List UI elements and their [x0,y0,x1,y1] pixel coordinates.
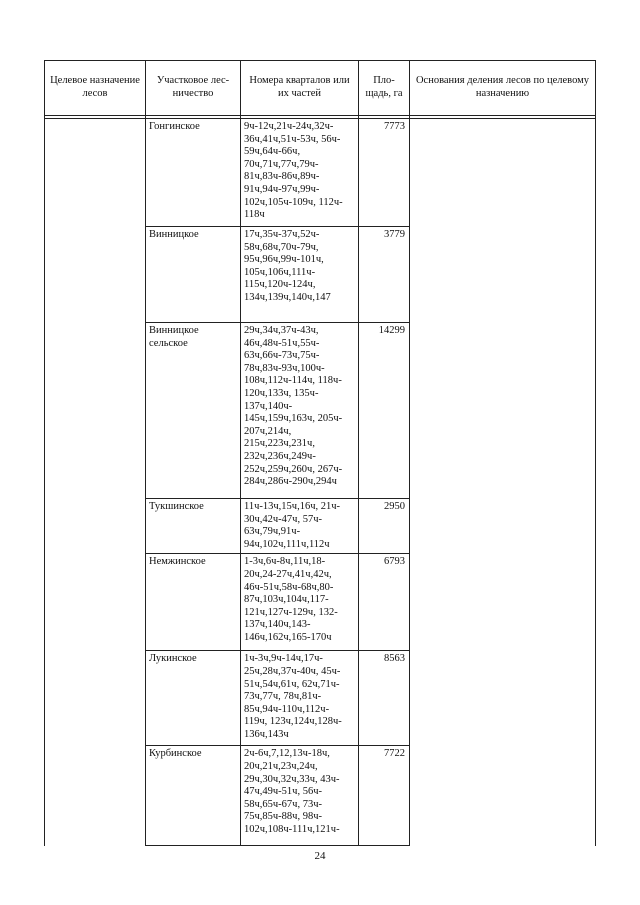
area-value: 8563 [359,651,410,746]
page-number: 24 [314,850,326,862]
forestry-name: Винницкое сельское [146,323,241,499]
quarter-numbers: 1-3ч,6ч-8ч,11ч,18- 20ч,24-27ч,41ч,42ч, 46ч-51ч,58ч-68ч,80- 87ч,103ч,104ч,117- 121ч,127ч-129ч, 132- 137ч,140ч,143- 146ч,162ч,165-170ч [241,554,359,651]
area-value: 2950 [359,499,410,554]
forestry-name: Немжинское [146,554,241,651]
purpose-cell [45,119,146,846]
forestry-name: Лукинское [146,651,241,746]
forestry-name: Гонгинское [146,119,241,227]
quarter-numbers: 29ч,34ч,37ч-43ч, 46ч,48ч-51ч,55ч- 63ч,66ч-73ч,75ч- 78ч,83ч-93ч,100ч- 108ч,112ч-114ч, 118ч- 120ч,133ч, 135ч- 137ч,140ч- 145ч,159ч,163ч, 205ч- 207ч,214ч, 215ч,223ч,231ч, 232ч,236ч,249ч- 252ч,259ч,260ч, 267ч- 284ч,286ч-290ч,294ч [241,323,359,499]
table-body [45,116,596,846]
header-forestry: Участковое лес-ничество [146,61,241,116]
header-purpose: Целевое назначение лесов [45,61,146,116]
area-value: 3779 [359,227,410,323]
area-value: 7773 [359,119,410,227]
header-basis: Основания деления лесов по целевому назначению [410,61,596,116]
forestry-name: Винницкое [146,227,241,323]
quarter-numbers: 17ч,35ч-37ч,52ч- 58ч,68ч,70ч-79ч, 95ч,96ч,99ч-101ч, 105ч,106ч,111ч- 115ч,120ч-124ч, 134ч,139ч,140ч,147 [241,227,359,323]
quarter-numbers: 2ч-6ч,7,12,13ч-18ч, 20ч,21ч,23ч,24ч, 29ч,30ч,32ч,33ч, 43ч- 47ч,49ч-51ч, 56ч- 58ч,65ч-67ч, 73ч- 75ч,85ч-88ч, 98ч- 102ч,108ч-111ч,121ч- [241,746,359,846]
table-header [45,61,596,116]
basis-cell [410,119,596,846]
area-value: 6793 [359,554,410,651]
area-value: 7722 [359,746,410,846]
quarter-numbers: 9ч-12ч,21ч-24ч,32ч- 36ч,41ч,51ч-53ч, 56ч- 59ч,64ч-66ч, 70ч,71ч,77ч,79ч- 81ч,83ч-86ч,89ч- 91ч,94ч-97ч,99ч- 102ч,105ч-109ч, 112ч- 118ч [241,119,359,227]
header-area: Пло-щадь, га [359,61,410,116]
forestry-name: Тукшинское [146,499,241,554]
forest-purpose-table [44,60,596,846]
forestry-name: Курбинское [146,746,241,846]
area-value: 14299 [359,323,410,499]
quarter-numbers: 1ч-3ч,9ч-14ч,17ч- 25ч,28ч,37ч-40ч, 45ч- 51ч,54ч,61ч, 62ч,71ч- 73ч,77ч, 78ч,81ч- 85ч,94ч-110ч,112ч- 119ч, 123ч,124ч,128ч- 136ч,143ч [241,651,359,746]
table-row [45,119,596,227]
header-quarters: Номера кварталов или их частей [241,61,359,116]
quarter-numbers: 11ч-13ч,15ч,16ч, 21ч- 30ч,42ч-47ч, 57ч- 63ч,79ч,91ч- 94ч,102ч,111ч,112ч [241,499,359,554]
